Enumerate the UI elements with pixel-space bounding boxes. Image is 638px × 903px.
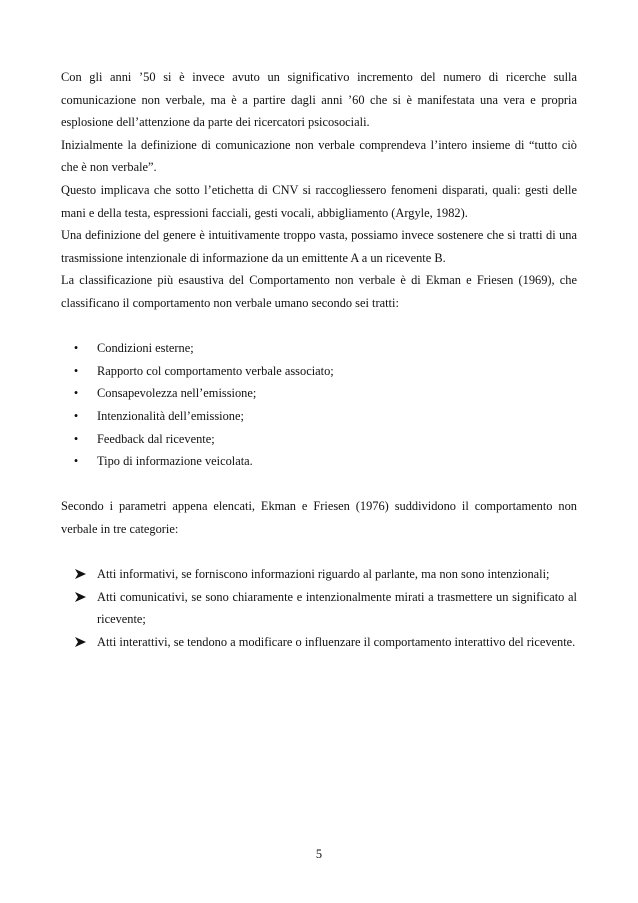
bullet-icon: •: [73, 363, 79, 378]
list-item: [61, 631, 577, 654]
paragraph-definition-scope: Una definizione del genere è intuitivamente troppo vasta, possiamo invece sostenere che si tratti di una trasmissione intenzionale di informazione da un emittente A a un ricevente B.: [61, 228, 577, 265]
categories-list: [61, 563, 577, 653]
arrow-bullet-icon: [75, 631, 89, 647]
list-item: [61, 428, 577, 451]
paragraph-cnv-label: Questo implicava che sotto l’etichetta di CNV si raccogliessero fenomeni disparati, quali: gesti delle mani e della testa, espressioni facciali, gesti vocali, abbigliamento (Argyle, 1982).: [61, 182, 577, 220]
page-number: 5: [315, 847, 323, 861]
traits-list: [61, 337, 577, 473]
paragraph-ekman-classification: La classificazione più esaustiva del Comportamento non verbale è di Ekman e Friesen (1969), che classificano il comportamento non verbale umano secondo sei tratti:: [61, 273, 577, 310]
list-item-text: Condizioni esterne;: [97, 341, 194, 356]
bullet-icon: •: [73, 386, 79, 401]
list-item-text: Feedback dal ricevente;: [97, 431, 215, 446]
bullet-icon: •: [73, 408, 79, 423]
list-item-text: Atti informativi, se forniscono informazioni riguardo al parlante, ma non sono intenzionali;: [97, 567, 550, 582]
paragraph-initial-definition: Inizialmente la definizione di comunicazione non verbale comprendeva l’intero insieme di “tutto ciò che è non verbale”.: [61, 137, 577, 175]
bullet-icon: •: [73, 454, 79, 469]
paragraph-categories-intro: Secondo i parametri appena elencati, Ekman e Friesen (1976) suddividono il comportamento non verbale in tre categorie:: [61, 499, 577, 536]
list-item-text: Rapporto col comportamento verbale associato;: [97, 363, 334, 378]
list-item-text: Consapevolezza nell’emissione;: [97, 386, 257, 401]
bullet-icon: •: [73, 341, 79, 356]
bullet-icon: •: [73, 431, 79, 446]
list-item: [61, 405, 577, 428]
arrow-bullet-icon: [75, 563, 89, 579]
spacer: [61, 315, 577, 338]
list-item-text: Atti interattivi, se tendono a modificare o influenzare il comportamento interattivo del ricevente.: [97, 634, 576, 649]
list-item: [61, 586, 577, 631]
spacer: [61, 473, 577, 496]
list-item: [61, 337, 577, 360]
list-item: [61, 563, 577, 586]
list-item-text: Atti comunicativi, se sono chiaramente e intenzionalmente mirati a trasmettere un significato al ricevente;: [97, 589, 577, 627]
list-item: [61, 450, 577, 473]
list-item-text: Intenzionalità dell’emissione;: [97, 408, 244, 423]
paragraph-cnv-history: Con gli anni ’50 si è invece avuto un significativo incremento del numero di ricerche sulla comunicazione non verbale, ma è a partire dagli anni ’60 che si è manifestata una vera e propria esplosione dell’attenzione da parte dei ricercatori psicosociali.: [61, 70, 577, 130]
list-item: [61, 360, 577, 383]
list-item: [61, 382, 577, 405]
arrow-bullet-icon: [75, 586, 89, 602]
list-item-text: Tipo di informazione veicolata.: [97, 454, 253, 469]
spacer: [61, 540, 577, 563]
page-body: [61, 66, 577, 653]
